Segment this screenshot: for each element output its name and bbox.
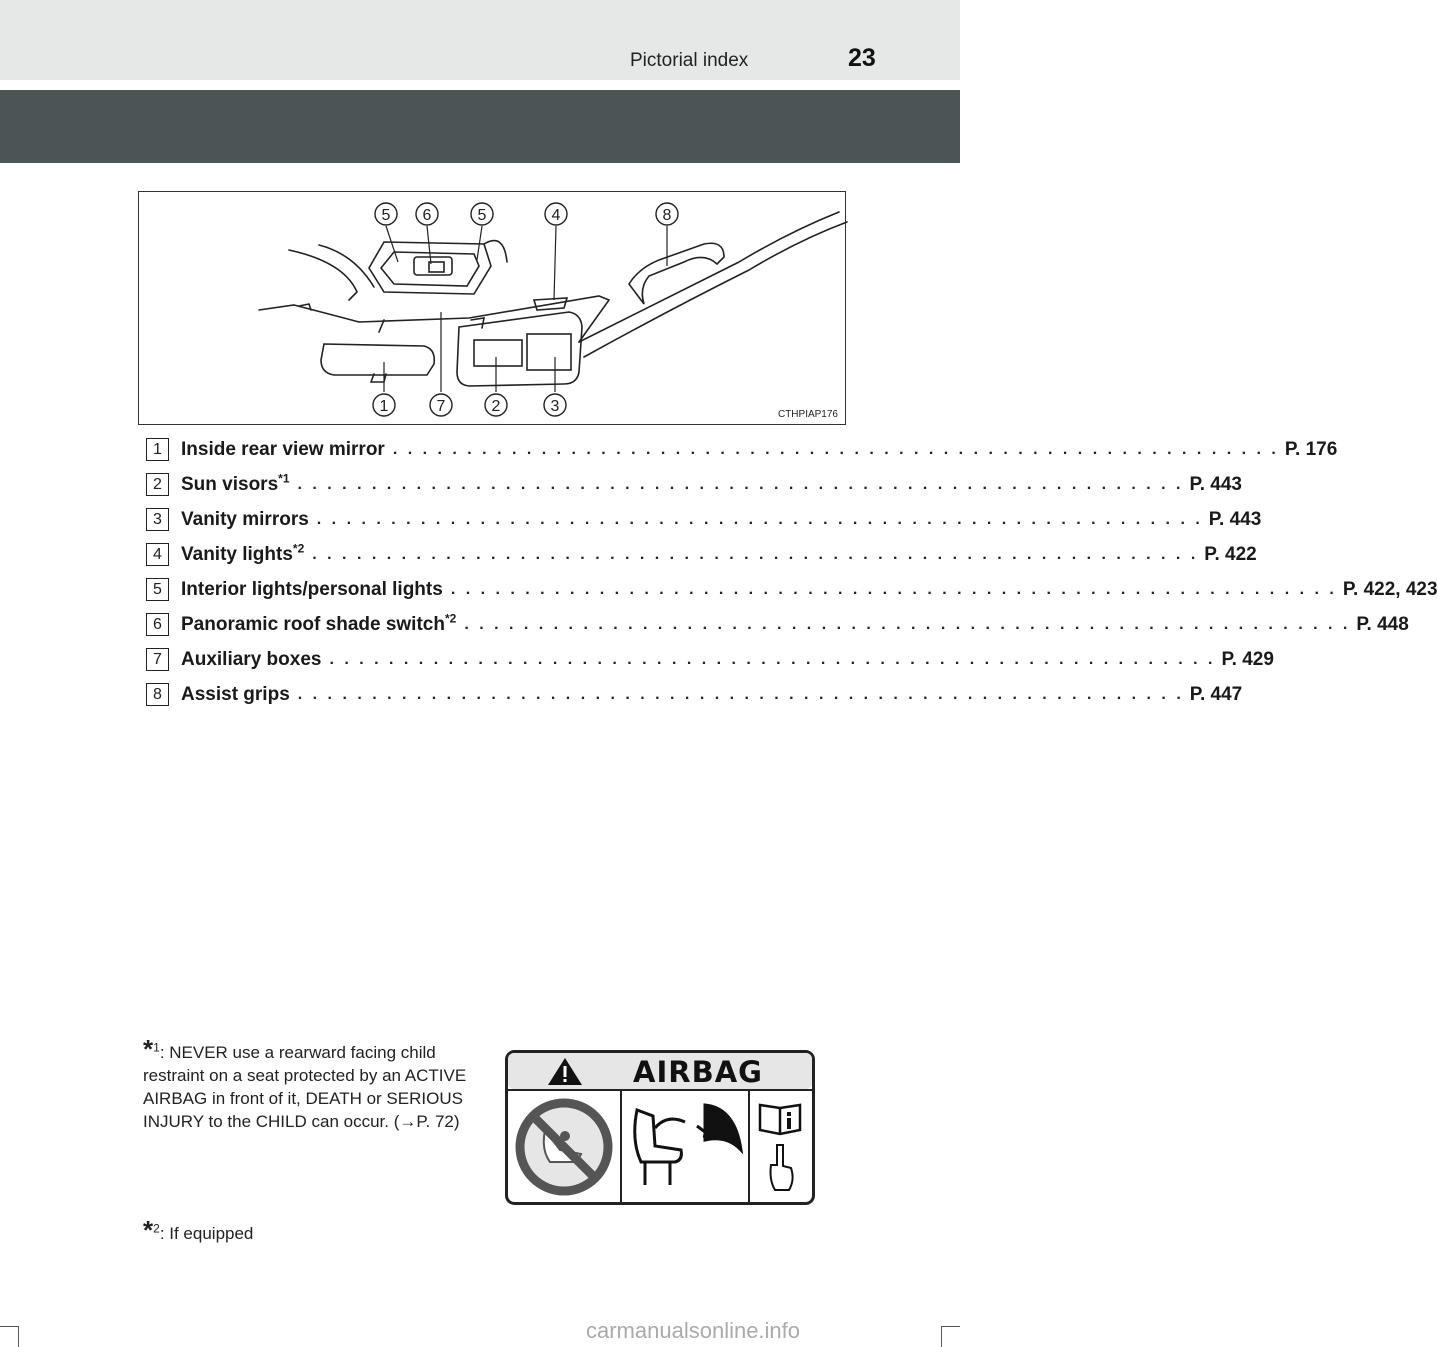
item-footnote-ref: *2: [444, 611, 457, 626]
footnote-2: [143, 1215, 254, 1245]
item-label-text: Vanity lights: [181, 543, 293, 565]
dot-leader: . . . . . . . . . . . . . . . . . . . . . . . . . . . . . . . . . . . . . . . . . . . . . . . . . . . . . . . . . . . .: [316, 510, 1203, 528]
interior-illustration: [138, 191, 846, 425]
dot-leader: . . . . . . . . . . . . . . . . . . . . . . . . . . . . . . . . . . . . . . . . . . . . . . . . . . . . . . . . . . . .: [312, 545, 1199, 563]
index-item: [146, 537, 1257, 572]
figure-code: CTHPIAP176: [777, 409, 838, 420]
item-number-box: 8: [146, 683, 169, 706]
dot-leader: . . . . . . . . . . . . . . . . . . . . . . . . . . . . . . . . . . . . . . . . . . . . . . . . . . . . . . . . . . . .: [329, 650, 1216, 668]
item-label: [181, 471, 290, 496]
callout-6: [416, 203, 438, 225]
item-label-text: Inside rear view mirror: [181, 438, 385, 460]
item-page-ref[interactable]: P. 429: [1221, 648, 1274, 670]
airbag-warning-label: [505, 1050, 815, 1205]
index-item: [146, 467, 1242, 502]
dot-leader: . . . . . . . . . . . . . . . . . . . . . . . . . . . . . . . . . . . . . . . . . . . . . . . . . . . . . . . . . . . .: [297, 685, 1184, 703]
section-title: Pictorial index: [630, 50, 749, 71]
index-item: [146, 607, 1409, 642]
callout-5b: [471, 203, 493, 225]
svg-text:3: 3: [550, 398, 560, 415]
item-page-ref[interactable]: P. 443: [1189, 473, 1242, 495]
footnote-1: [143, 1034, 488, 1133]
svg-text:6: 6: [422, 207, 432, 224]
callout-1: [373, 394, 395, 416]
footnote-1-marker: 1: [153, 1040, 160, 1055]
item-label-text: Auxiliary boxes: [181, 648, 322, 670]
index-item: [146, 432, 1338, 467]
item-label: [181, 509, 309, 531]
item-number-box: 3: [146, 508, 169, 531]
index-item: [146, 642, 1274, 677]
footnote-star: *: [143, 1034, 154, 1064]
dot-leader: . . . . . . . . . . . . . . . . . . . . . . . . . . . . . . . . . . . . . . . . . . . . . . . . . . . . . . . . . . . .: [392, 440, 1279, 458]
dot-leader: . . . . . . . . . . . . . . . . . . . . . . . . . . . . . . . . . . . . . . . . . . . . . . . . . . . . . . . . . . . .: [464, 615, 1351, 633]
item-footnote-ref: *1: [278, 471, 290, 486]
callout-7: [430, 394, 452, 416]
index-list: [146, 432, 1438, 712]
item-label-text: Assist grips: [181, 683, 290, 705]
callout-4: [545, 203, 567, 225]
item-label: [181, 611, 457, 636]
svg-text:4: 4: [551, 207, 561, 224]
item-label: [181, 579, 443, 601]
item-label-text: Panoramic roof shade switch: [181, 613, 445, 635]
callout-5a: [375, 203, 397, 225]
item-label: [181, 684, 290, 706]
item-page-ref[interactable]: P. 448: [1356, 613, 1409, 635]
item-label: [181, 649, 321, 671]
item-label: [181, 541, 305, 566]
item-label: [181, 439, 385, 461]
crop-mark: [942, 1326, 960, 1327]
callout-3: [544, 394, 566, 416]
footnote-2-marker: 2: [153, 1221, 160, 1236]
footnote-star: *: [143, 1215, 154, 1245]
crop-mark: [0, 1326, 18, 1327]
svg-text:5: 5: [381, 207, 391, 224]
crop-mark: [941, 1326, 942, 1347]
svg-text:5: 5: [477, 207, 487, 224]
crop-mark: [18, 1326, 19, 1347]
item-page-ref[interactable]: P. 443: [1208, 508, 1262, 530]
item-footnote-ref: *2: [292, 541, 305, 556]
item-number-box: 5: [146, 578, 169, 601]
item-number-box: 7: [146, 648, 169, 671]
header-band: [0, 90, 960, 163]
item-label-text: Sun visors: [181, 473, 279, 495]
item-number-box: 4: [146, 543, 169, 566]
no-child-seat-icon: [520, 1103, 608, 1191]
dot-leader: . . . . . . . . . . . . . . . . . . . . . . . . . . . . . . . . . . . . . . . . . . . . . . . . . . . . . . . . . . . .: [297, 475, 1184, 493]
item-number-box: 2: [146, 473, 169, 496]
svg-text:2: 2: [491, 398, 501, 415]
index-item: [146, 572, 1438, 607]
svg-text:1: 1: [379, 398, 389, 415]
manual-book-icon: [760, 1105, 800, 1134]
dot-leader: . . . . . . . . . . . . . . . . . . . . . . . . . . . . . . . . . . . . . . . . . . . . . . . . . . . . . . . . . . . .: [450, 580, 1337, 598]
item-number-box: 6: [146, 613, 169, 636]
callout-8: [656, 203, 678, 225]
airbag-title: AIRBAG: [633, 1055, 763, 1089]
svg-text:7: 7: [436, 398, 446, 415]
item-number-box: 1: [146, 438, 169, 461]
ceiling-drawing: [139, 192, 847, 426]
footnote-2-text: : If equipped: [159, 1224, 254, 1243]
index-item: [146, 677, 1243, 712]
callout-2: [485, 394, 507, 416]
svg-text:8: 8: [662, 207, 672, 224]
watermark: carmanualsonline.info: [586, 1318, 801, 1343]
item-label-text: Interior lights/personal lights: [181, 578, 443, 600]
item-page-ref[interactable]: P. 176: [1284, 438, 1338, 460]
item-page-ref[interactable]: P. 447: [1189, 683, 1243, 705]
item-page-ref[interactable]: P. 422, 423: [1342, 578, 1438, 600]
index-item: [146, 502, 1262, 537]
page-number: 23: [848, 44, 876, 72]
footnote-1-text: : NEVER use a rearward facing child restraint on a seat protected by an ACTIVE AIRBAG in front of it, DEATH or SERIOUS INJURY to the CHILD can occur. (→P. 72): [143, 1043, 467, 1131]
header-top-strip: [0, 0, 960, 80]
item-label-text: Vanity mirrors: [181, 508, 309, 530]
item-page-ref[interactable]: P. 422: [1204, 543, 1257, 565]
